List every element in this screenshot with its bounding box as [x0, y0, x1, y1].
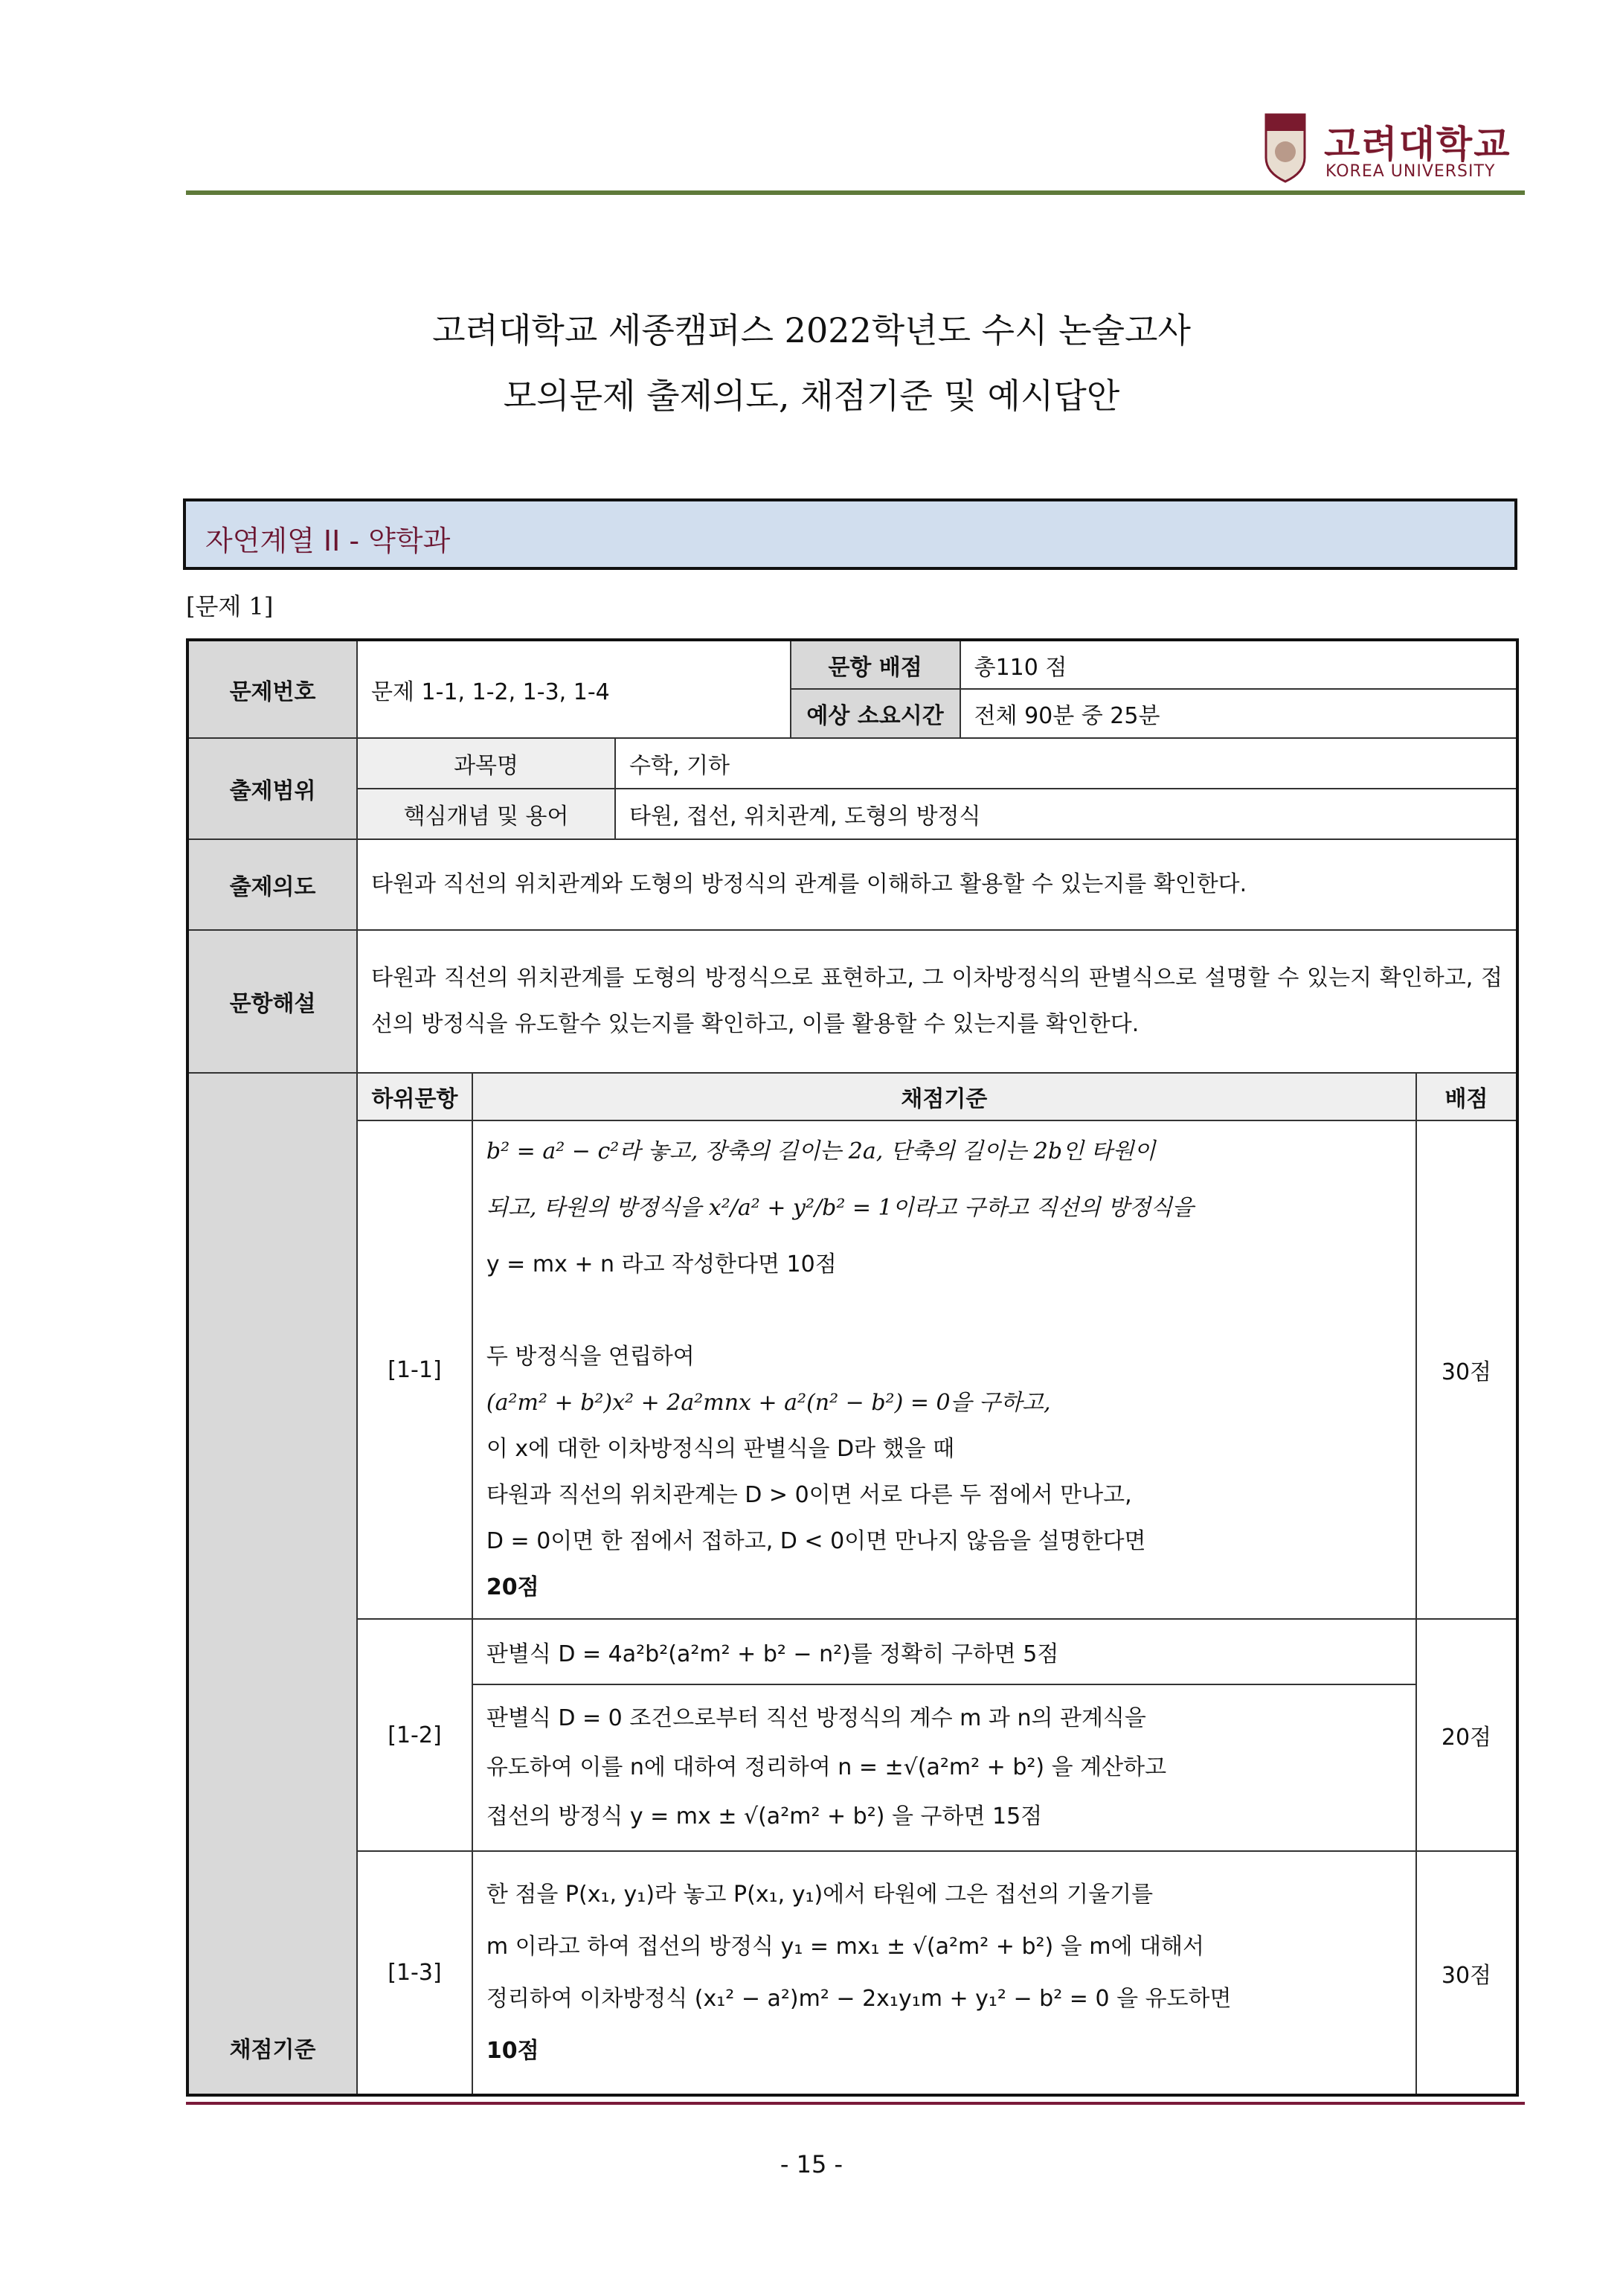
- concepts-label: 핵심개념 및 용어: [357, 789, 615, 839]
- logo-korean-text: 고려대학교: [1324, 123, 1511, 166]
- grading-table: [186, 638, 1519, 2097]
- criteria-text: [472, 1120, 1416, 1619]
- intent-value: 타원과 직선의 위치관계와 도형의 방정식의 관계를 이해하고 활용할 수 있는지를 확인한다.: [357, 839, 1517, 930]
- document-title-line1: 고려대학교 세종캠퍼스 2022학년도 수시 논술고사: [432, 310, 1191, 350]
- points-value: 30점: [1416, 1851, 1517, 2095]
- col-criteria-header: 채점기준: [472, 1073, 1416, 1120]
- criteria-line: (a²m² + b²)x² + 2a²mnx + a²(n² − b²) = 0을 구하고,: [486, 1390, 1051, 1416]
- criteria-line: 두 방정식을 연립하여: [486, 1344, 695, 1370]
- subject-label: 과목명: [357, 738, 615, 789]
- criteria-line: 정리하여 이차방정식 (x₁² − a²)m² − 2x₁y₁m + y₁² − b² = 0 을 유도하면: [486, 1985, 1232, 2012]
- col-subitem-header: 하위문항: [357, 1073, 472, 1120]
- criteria-line: 10점: [486, 2037, 539, 2064]
- points-value: 30점: [1416, 1120, 1517, 1619]
- score-value: 총110 점: [960, 640, 1517, 689]
- concepts-value: 타원, 접선, 위치관계, 도형의 방정식: [615, 789, 1517, 839]
- subitem-id: [1-2]: [357, 1619, 472, 1851]
- grading-row-1-3: [187, 1851, 1517, 2095]
- header-divider: [186, 190, 1525, 195]
- criteria-line: m 이라고 하여 접선의 방정식 y₁ = mx₁ ± √(a²m² + b²) 을 m에 대해서: [486, 1933, 1204, 1960]
- criteria-text: 판별식 D = 4a²b²(a²m² + b² − n²)를 정확히 구하면 5점: [472, 1619, 1416, 1684]
- problem-label: [문제 1]: [186, 592, 274, 621]
- criteria-line: 판별식 D = 0 조건으로부터 직선 방정식의 계수 m 과 n의 관계식을: [486, 1705, 1146, 1731]
- criteria-line: D = 0이면 한 점에서 접하고, D < 0이면 만나지 않음을 설명한다면: [486, 1528, 1146, 1554]
- category-banner: [183, 498, 1517, 570]
- col-points-header: 배점: [1416, 1073, 1517, 1120]
- subject-value: 수학, 기하: [615, 738, 1517, 789]
- score-label: 문항 배점: [791, 640, 960, 689]
- footer-divider: [186, 2102, 1525, 2105]
- criteria-line: y = mx + n 라고 작성한다면 10점: [486, 1251, 837, 1277]
- criteria-line: 타원과 직선의 위치관계는 D > 0이면 서로 다른 두 점에서 만나고,: [486, 1482, 1132, 1508]
- grading-row-1-2a: [187, 1619, 1517, 1684]
- subitem-id: [1-3]: [357, 1851, 472, 2095]
- time-label: 예상 소요시간: [791, 689, 960, 738]
- subitem-id: [1-1]: [357, 1120, 472, 1619]
- time-value: 전체 90분 중 25분: [960, 689, 1517, 738]
- document-title-line2: 모의문제 출제의도, 채점기준 및 예시답안: [503, 376, 1120, 416]
- page-number: - 15 -: [780, 2150, 843, 2178]
- points-value: 20점: [1416, 1619, 1517, 1851]
- criteria-text: [472, 1851, 1416, 2095]
- criteria-line: 접선의 방정식 y = mx ± √(a²m² + b²) 을 구하면 15점: [486, 1803, 1043, 1830]
- shield-crest-icon: [1264, 113, 1306, 183]
- grading-row-1-1: [187, 1120, 1517, 1619]
- criteria-text: [472, 1684, 1416, 1851]
- intent-label: 출제의도: [187, 839, 357, 930]
- korea-university-logo: [1264, 113, 1525, 187]
- criteria-spacer: [486, 1288, 1402, 1334]
- explanation-label: 문항해설: [187, 930, 357, 1073]
- criteria-line: b² = a² − c²라 놓고, 장축의 길이는 2a, 단축의 길이는 2b인 타원이: [486, 1138, 1156, 1164]
- category-banner-text: 자연계열 II - 약학과: [205, 525, 451, 557]
- criteria-line: 20점: [486, 1574, 539, 1600]
- criteria-line: 되고, 타원의 방정식을 x²/a² + y²/b² = 1이라고 구하고 직선의 방정식을: [486, 1195, 1194, 1221]
- logo-english-text: KOREA UNIVERSITY: [1325, 162, 1496, 181]
- explanation-value: 타원과 직선의 위치관계를 도형의 방정식으로 표현하고, 그 이차방정식의 판별식으로 설명할 수 있는지 확인하고, 접선의 방정식을 유도할수 있는지를 확인하고, 이를 활용할 수 있는지를 확인한다.: [357, 930, 1517, 1073]
- problem-no-value: 문제 1-1, 1-2, 1-3, 1-4: [357, 640, 790, 738]
- grading-label: 채점기준: [187, 1073, 357, 2095]
- criteria-line: 이 x에 대한 이차방정식의 판별식을 D라 했을 때: [486, 1436, 955, 1462]
- scope-label: 출제범위: [187, 738, 357, 839]
- problem-no-label: 문제번호: [187, 640, 357, 738]
- criteria-line: 유도하여 이를 n에 대하여 정리하여 n = ±√(a²m² + b²) 을 계산하고: [486, 1754, 1167, 1780]
- criteria-line: 한 점을 P(x₁, y₁)라 놓고 P(x₁, y₁)에서 타원에 그은 접선의 기울기를: [486, 1881, 1154, 1908]
